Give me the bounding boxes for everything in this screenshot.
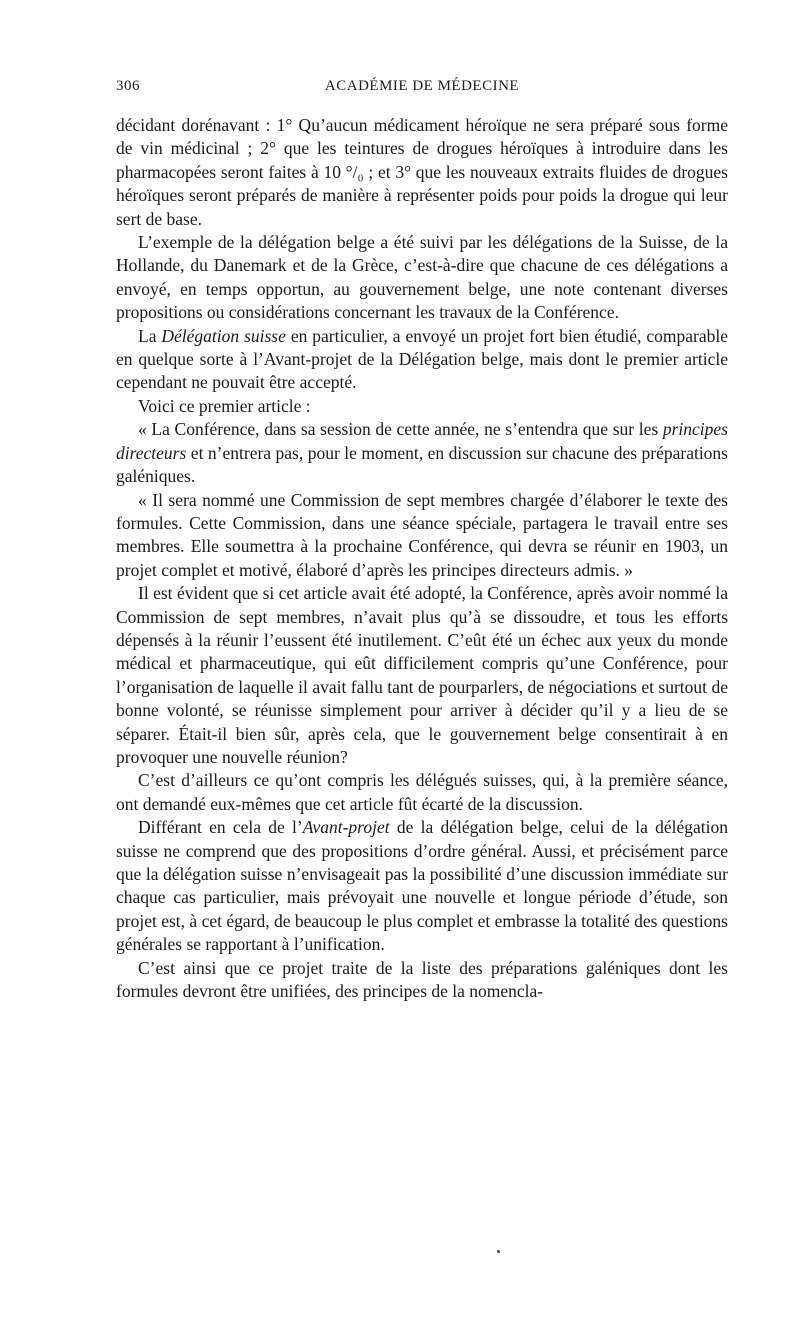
paragraph-text: L’exemple de la délégation belge a été suivi par les délégations de la Suisse, de la Hollande, du Danemark et de la Grèce, c’est-à-dire que chacune de ces délégations a envoyé, en temps opportun, au gouvernement belge, une note contenant diverses propositions ou considérations concernant les travaux de la Conférence. [116,232,728,323]
paragraph-text: « La Conférence, dans sa session de cette année, ne s’entendra que sur les [138,419,663,440]
paragraph [116,231,728,325]
paragraph [116,582,728,769]
paragraph [116,769,728,816]
running-title: ACADÉMIE DE MÉDECINE [324,78,520,94]
paragraph-text: décidant dorénavant : 1° Qu’aucun médicament héroïque ne sera préparé sous forme de vin médicinal ; 2° que les teintures de drogues héroïques à introduire dans les pharmacopées seront faites à 10 °/₀ ; et 3° que les nouveaux extraits fluides de drogues héroïques seront préparés de manière à représenter poids pour poids la drogue qui leur sert de base. [116,115,728,229]
paragraph-text: Voici ce premier article : [138,395,311,416]
paragraph-text: « Il sera nommé une Commission de sept membres chargée d’élaborer le texte des formules. Cette Commission, dans une séance spéciale, partagera le travail entre ses membres. Elle soumettra à la prochaine Conférence, qui devra se réunir en 1903, un projet complet et motivé, élaboré d’après les principes directeurs admis. » [116,489,728,580]
paragraph-text: C’est ainsi que ce projet traite de la liste des préparations galéniques dont les formules devront être unifiées, des principes de la nomencla- [116,957,728,1002]
paragraph-text: Il est évident que si cet article avait été adopté, la Conférence, après avoir nommé la Commission de sept membres, n’avait plus qu’à se dissoudre, et tous les efforts dépensés à la réunir l’eussent été inutilement. C’eût été un échec aux yeux du monde médical et pharmaceutique, qui eût difficilement compris qu’une Conférence, pour l’organisation de laquelle il avait fallu tant de pourparlers, de négociations et surtout de bonne volonté, se réunisse simplement pour arriver à décider qu’il y a lieu de se séparer. Était-il bien sûr, après cela, que le gouvernement belge consentirait à en provoquer une nouvelle réunion? [116,583,728,767]
italic-phrase: principes directeurs [116,419,728,463]
paragraph [116,395,728,418]
paragraph [116,418,728,488]
paragraph [116,957,728,1004]
paragraph-text: en particulier, a envoyé un projet fort bien étudié, comparable en quelque sorte à l’Avant-projet de la Délégation belge, mais dont le premier article cependant ne pouvait être accepté. [116,325,728,393]
paragraph [116,114,728,231]
paragraph [116,325,728,395]
paragraph-text: et n’entrera pas, pour le moment, en discussion sur chacune des préparations galéniques. [116,442,728,487]
paragraph-text: Différant en cela de l’ [138,817,303,838]
paragraph [116,816,728,956]
paragraph-text: C’est d’ailleurs ce qu’ont compris les délégués suisses, qui, à la première séance, ont demandé eux-mêmes que cet article fût écarté de la discussion. [116,770,728,814]
paragraph-text: de la délégation belge, celui de la délégation suisse ne comprend que des propositions d’ordre général. Aussi, et précisément parce que la délégation suisse n’envisageait pas la possibilité d’une discussion immédiate sur chaque cas particulier, mais prévoyait une nouvelle et longue période d’étude, son projet est, à cet égard, de beaucoup le plus complet et embrasse la totalité des questions générales se rapportant à l’unification. [116,817,728,955]
page-number: 306 [116,78,140,94]
print-speck [497,1250,500,1253]
paragraph [116,489,728,583]
italic-phrase: Délégation suisse [161,325,286,346]
italic-phrase: Avant-projet [302,817,390,838]
page-body [116,114,728,1003]
paragraph-text: La [138,325,162,346]
page-header [116,78,728,102]
